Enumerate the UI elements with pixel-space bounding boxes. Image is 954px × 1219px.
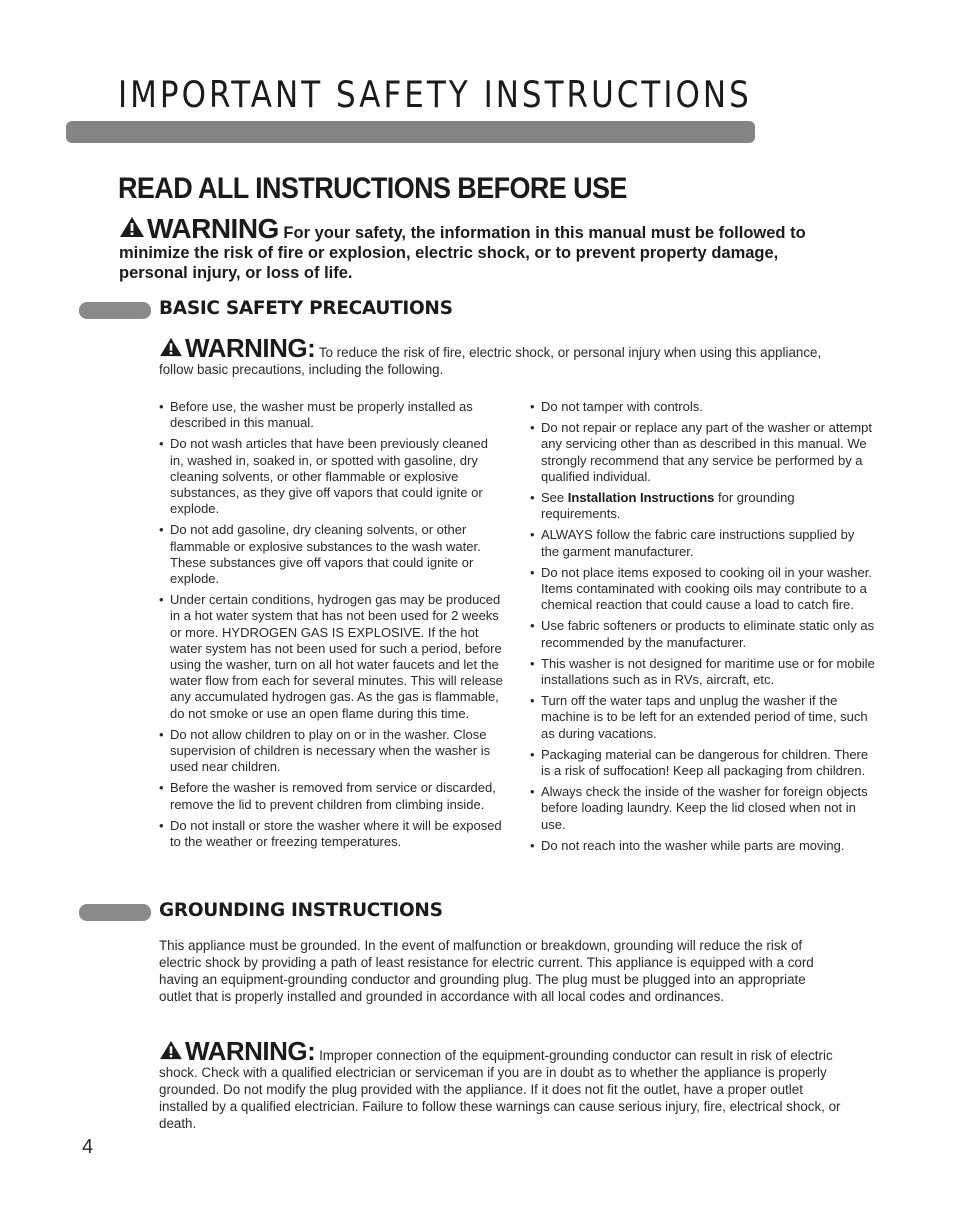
list-item: • Do not allow children to play on or in the washer. Close supervision of children is necessary when the washer is used near children. (159, 727, 504, 776)
list-item: • Use fabric softeners or products to eliminate static only as recommended by the manufacturer. (530, 618, 875, 650)
list-item: • Before use, the washer must be properly installed as described in this manual. (159, 399, 504, 431)
list-item: • Do not reach into the washer while parts are moving. (530, 838, 875, 854)
page-number: 4 (82, 1136, 94, 1158)
list-item: • Packaging material can be dangerous for children. There is a risk of suffocation! Keep all packaging from children. (530, 747, 875, 779)
list-item: • Do not wash articles that have been previously cleaned in, washed in, soaked in, or spotted with gasoline, dry cleaning solvents, or other flammable or explosive substances, as they give off vapors that could ignite or explode. (159, 436, 504, 517)
grounding-warning-text: Improper connection of the equipment-grounding conductor can result in risk of electric shock. Check with a qualified electrician or serviceman if you are in doubt as to whether the appliance is properly grounded. Do not modify the plug provided with the appliance. If it does not fit the outlet, have a proper outlet installed by a qualified electrician. Failure to follow these warnings can cause serious injury, fire, electrical shock, or death. (159, 1048, 841, 1131)
basic-warning (159, 333, 859, 378)
list-item-see-installation: • See Installation Instructions for grounding requirements. (530, 490, 875, 522)
list-item: • Do not add gasoline, dry cleaning solvents, or other flammable or explosive substances to the wash water. These substances give off vapors that could ignite or explode. (159, 522, 504, 587)
precautions-left-column (159, 399, 504, 855)
list-item: • Turn off the water taps and unplug the washer if the machine is to be left for an extended period of time, such as during vacations. (530, 693, 875, 742)
list-item: • Do not install or store the washer where it will be exposed to the weather or freezing temperatures. (159, 818, 504, 850)
main-heading: READ ALL INSTRUCTIONS BEFORE USE (118, 172, 627, 205)
installation-instructions-reference: Installation Instructions (567, 490, 715, 506)
list-item: • Do not tamper with controls. (530, 399, 875, 415)
section-marker (79, 302, 151, 319)
list-item: • Do not place items exposed to cooking oil in your washer. Items contaminated with cooking oils may contribute to a chemical reaction that could cause a load to catch fire. (530, 565, 875, 614)
top-warning-text: For your safety, the information in this manual must be followed to minimize the risk of fire or explosion, electric shock, or to prevent property damage, personal injury, or loss of life. (119, 224, 806, 282)
list-item: • Under certain conditions, hydrogen gas may be produced in a hot water system that has not been used for 2 weeks or more. HYDROGEN GAS IS EXPLOSIVE. If the hot water system has not been used for such a period, before using the washer, turn on all hot water faucets and let the water flow from each for several minutes. This will release any accumulated hydrogen gas. As the gas is flammable, do not smoke or use an open flame during this time. (159, 592, 504, 722)
section-title-basic: BASIC SAFETY PRECAUTIONS (159, 298, 453, 319)
basic-warning-text: To reduce the risk of fire, electric shock, or personal injury when using this appliance, follow basic precautions, including the following. (159, 345, 822, 377)
grounding-paragraph: This appliance must be grounded. In the event of malfunction or breakdown, grounding will reduce the risk of electric shock by providing a path of least resistance for electric current. This appliance is equipped with a cord having an equipment-grounding conductor and grounding plug. The plug must be plugged into an appropriate outlet that is properly installed and grounded in accordance with all local codes and ordinances. (159, 938, 814, 1004)
section-title-grounding: GROUNDING INSTRUCTIONS (159, 900, 443, 921)
warning-triangle-icon (159, 337, 183, 357)
list-item: • ALWAYS follow the fabric care instructions supplied by the garment manufacturer. (530, 527, 875, 559)
grounding-warning-label: WARNING: (159, 1036, 315, 1066)
grounding-warning (159, 1036, 849, 1132)
top-warning-label: WARNING (119, 213, 279, 244)
section-marker (79, 904, 151, 921)
basic-warning-label: WARNING: (159, 333, 315, 363)
title-underline-bar (66, 121, 755, 143)
list-item: • This washer is not designed for maritime use or for mobile installations such as in RVs, aircraft, etc. (530, 656, 875, 688)
warning-triangle-icon (119, 216, 145, 238)
list-item: • Before the washer is removed from service or discarded, remove the lid to prevent children from climbing inside. (159, 780, 504, 812)
top-warning (119, 213, 819, 283)
list-item: • Do not repair or replace any part of the washer or attempt any servicing other than as described in this manual. We strongly recommend that any service be performed by a qualified individual. (530, 420, 875, 485)
list-item: • Always check the inside of the washer for foreign objects before loading laundry. Keep the lid closed when not in use. (530, 784, 875, 833)
precautions-right-column (530, 399, 875, 859)
warning-triangle-icon (159, 1040, 183, 1060)
page-title: IMPORTANT SAFETY INSTRUCTIONS (118, 74, 752, 117)
